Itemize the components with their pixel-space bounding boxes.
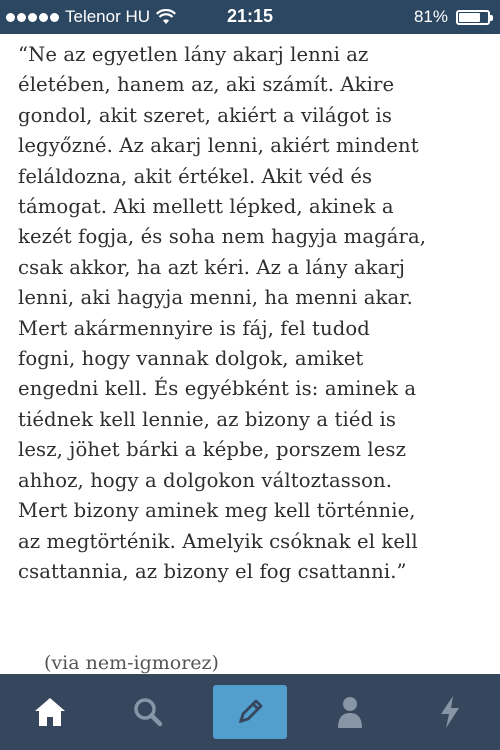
post-line: csattannia, az bizony el fog csattanni.” <box>18 559 407 583</box>
battery-percent: 81% <box>413 7 448 26</box>
post-line: lenni, aki hagyja menni, ha menni akar. <box>18 286 413 310</box>
post-line: tiédnek kell lennie, az bizony a tiéd is <box>18 407 397 431</box>
post-line: fogni, hogy vannak dolgok, amiket <box>18 347 364 371</box>
post-line: Mert bizony aminek meg kell történnie, <box>18 499 416 523</box>
tab-activity[interactable] <box>413 685 487 739</box>
person-icon <box>335 695 365 729</box>
home-icon <box>33 696 67 728</box>
post-line: kezét fogja, és soha nem hagyja magára, <box>18 225 427 249</box>
tab-bar <box>0 674 500 750</box>
post-line: engedni kell. És egyébként is: aminek a <box>18 377 417 401</box>
tab-compose[interactable] <box>213 685 287 739</box>
search-icon <box>132 696 164 728</box>
post-line: legyőzné. Az akarj lenni, akiért mindent <box>18 134 419 158</box>
post-line: lesz, jöhet bárki a képbe, porszem lesz <box>18 438 406 462</box>
post-source-signature: (via nem-igmorez) <box>44 652 219 674</box>
post-line: “Ne az egyetlen lány akarj lenni az <box>18 43 369 66</box>
lightning-icon <box>437 695 463 729</box>
post-line: életében, hanem az, aki számít. Akire <box>18 73 395 97</box>
status-time: 21:15 <box>226 6 274 26</box>
pencil-icon <box>235 697 265 727</box>
tab-search[interactable] <box>111 685 185 739</box>
post-line: feláldozna, akit értékel. Akit véd és <box>18 164 373 188</box>
post-text <box>18 40 488 587</box>
post-line: gondol, akit szeret, akiért a világot is <box>18 103 393 127</box>
status-bar <box>0 0 500 34</box>
post-line: ahhoz, hogy a dolgokon változtasson. <box>18 468 393 492</box>
battery-fill <box>459 13 480 22</box>
post-line: támogat. Aki mellett lépked, akinek a <box>18 195 394 219</box>
status-right <box>414 7 490 27</box>
carrier-name: Telenor HU <box>65 7 151 26</box>
post-line: Mert akármennyire is fáj, fel tudod <box>18 316 370 340</box>
post-line: csak akkor, ha azt kéri. Az a lány akarj <box>18 255 406 279</box>
tab-account[interactable] <box>313 685 387 739</box>
post-line: az megtörténik. Amelyik csóknak el kell <box>18 529 418 553</box>
tab-home[interactable] <box>13 685 87 739</box>
battery-icon <box>456 10 490 25</box>
